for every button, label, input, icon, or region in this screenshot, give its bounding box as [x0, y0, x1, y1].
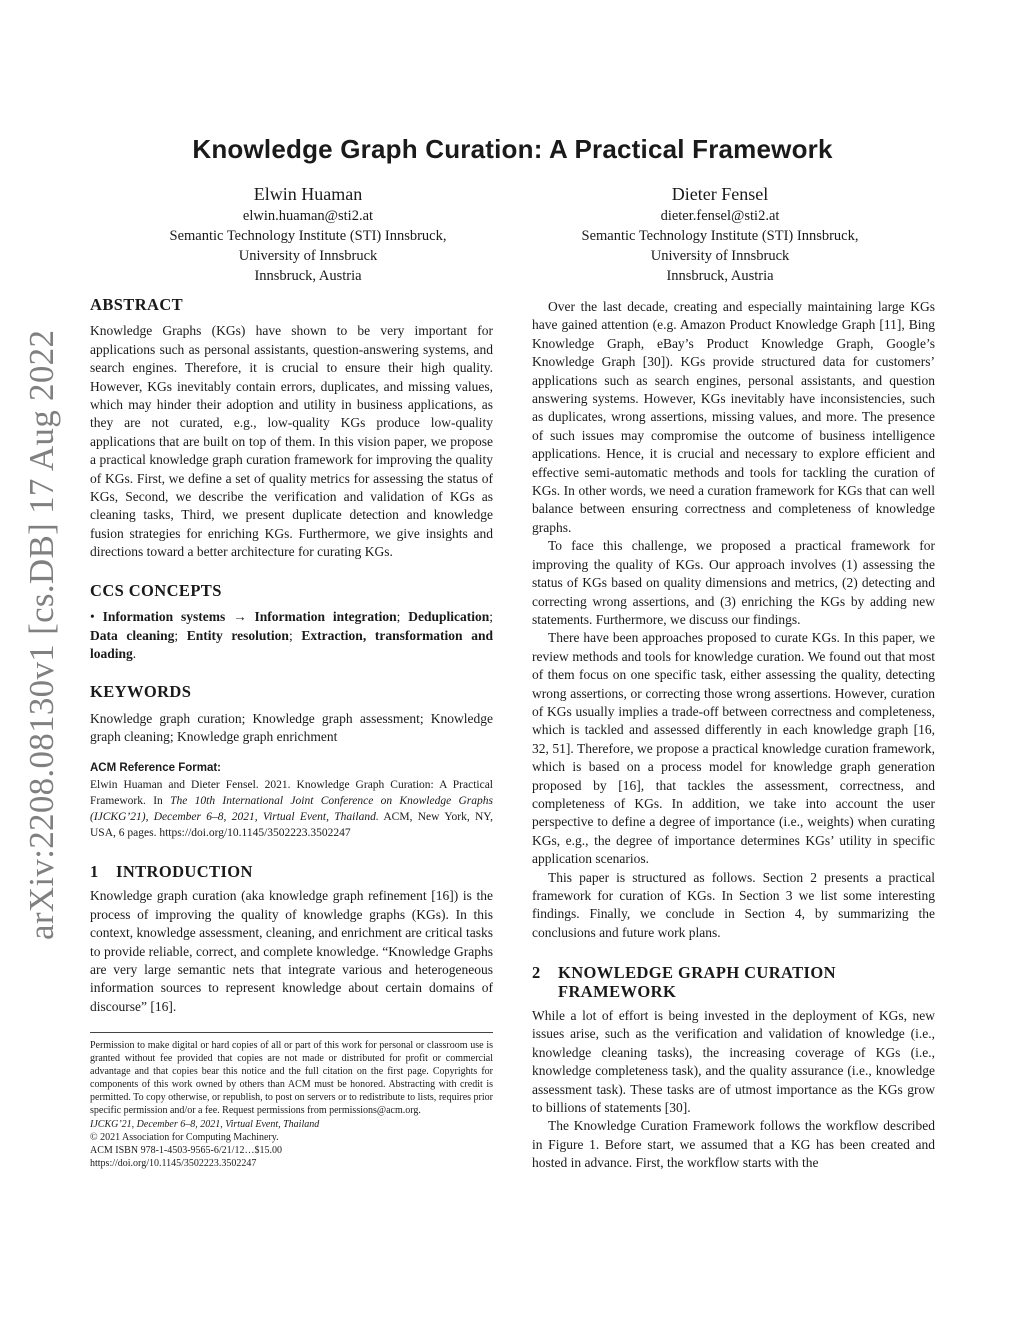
ccs-concepts: • Information systems → Information integration; Deduplication; Data cleaning; Entity resolution; Extraction, transformation and loading. [90, 609, 493, 661]
keywords-heading: KEYWORDS [90, 682, 192, 702]
ccs-heading: CCS CONCEPTS [90, 580, 222, 600]
section2-paragraph-2: The Knowledge Curation Framework follows the workflow described in Figure 1. Before start, we assumed that a KG has been created and hosted in advance. First, the workflow starts with the [532, 1118, 935, 1171]
section-number: 1 [90, 861, 99, 881]
abstract-heading: ABSTRACT [90, 295, 184, 314]
acm-ref-heading: ACM Reference Format: [90, 761, 221, 774]
permission-notice: Permission to make digital or hard copies of all or part of this work for personal or classroom use is granted without fee provided that copies are not made or distributed for profit or commercial advantage and that copies bear this notice and the full citation on the first page. Copyrights for components of this work owned by others than ACM must be honored. Abstracting with credit is permitted. To copy otherwise, or republish, to post on servers or to redistribute to lists, requires prior specific permission and/or a fee. Request permissions from permissions@acm.org. [90, 1040, 493, 1117]
acm-ref-text [90, 777, 493, 841]
conference-info: IJCKG’21, December 6–8, 2021, Virtual Event, Thailand [90, 1118, 320, 1130]
ccs-concept: Information systems → Information integration [102, 609, 397, 625]
author-affiliation: Semantic Technology Institute (STI) Innsbruck, [169, 228, 447, 244]
intro-paragraph-3: To face this challenge, we proposed a practical framework for improving the quality of KGs. Our approach involves (1) assessing the status of KGs based on quality dimensions and metrics, (2) detecting and correcting wrong assertions, and (3) enriching the KGs by adding new statements. Furthermore, we discuss our findings. [532, 538, 935, 627]
author-location: Innsbruck, Austria [666, 268, 774, 284]
section-title-line1: KNOWLEDGE GRAPH CURATION [558, 963, 836, 983]
intro-heading [90, 863, 493, 881]
author-name: Elwin Huaman [253, 184, 363, 204]
author-email[interactable]: elwin.huaman@sti2.at [242, 208, 374, 224]
author-name: Dieter Fensel [671, 184, 769, 204]
section2-paragraph-1: While a lot of effort is being invested in the deployment of KGs, new issues arise, such as the verification and validation of knowledge (i.e., knowledge cleaning tasks), the increasing coverage of KGs (i.e., knowledge completeness task), and the quality assurance (i.e., knowledge assessment task). These tasks are of utmost importance as the KGs grow to billions of statements [30]. [532, 1008, 935, 1116]
section-title-line2: FRAMEWORK [558, 981, 677, 1001]
paper-title: Knowledge Graph Curation: A Practical Framework [192, 134, 833, 164]
acm-ref-venue: The 10th International Joint Conference on Knowledge Graphs (IJCKG’21), December 6–8, 2021, Virtual Event, Thailand. [90, 794, 493, 823]
section2-heading [532, 964, 935, 1001]
arxiv-watermark: arXiv:2208.08130v1 [cs.DB] 17 Aug 2022 [22, 329, 61, 940]
left-column [90, 296, 493, 1016]
intro-paragraph-4: There have been approaches proposed to curate KGs. In this paper, we review methods and tools for knowledge curation. We found out that most of them focus on one specific task, either assessing the quality, detecting wrong assertions, or correcting those wrong assertions. However, curation of KGs usually implies a trade-off between correctness and completeness, which is tackled and assessed differently in each knowledge graph [16, 32, 51]. Therefore, we propose a practical knowledge curation framework, which is based on a process model for knowledge graph generation proposed by [16], that tackles the assessment, correctness, and completeness of KGs. In addition, we take into account the user perspective to define a degree of importance (i.e., weights) when curating KGs, e.g., the degree of importance determines KGs’ utility in specific application scenarios. [532, 630, 935, 867]
intro-paragraph-2: Over the last decade, creating and especially maintaining large KGs have gained attention (e.g. Amazon Product Knowledge Graph [11], Bing Knowledge Graph, eBay’s Product Knowledge Graph, Google’s Knowledge Graph [30]). KGs provide structured data for customers’ applications such as search engines, personal assistants, and question answering systems. However, KGs inevitably have inconsistencies, such as duplicates, wrong assertions, missing values, and more. The presence of such issues may compromise the outcome of business intelligence applications. Hence, it is crucial and necessary to explore efficient and effective semi-automatic methods and tools for tackling the curation of KGs. In other words, we need a curation framework for KGs that can well balance between ensuring correctness and completeness of knowledge graphs. [532, 299, 935, 535]
keywords-text: Knowledge graph curation; Knowledge graph assessment; Knowledge graph cleaning; Knowledge graph enrichment [90, 710, 493, 745]
copyright-footnote [90, 1032, 493, 1170]
doi-link[interactable]: https://doi.org/10.1145/3502223.3502247 [90, 1157, 257, 1169]
author-university: University of Innsbruck [650, 248, 790, 264]
ccs-concept: Extraction, transformation and loading [90, 627, 493, 661]
author-email[interactable]: dieter.fensel@sti2.at [660, 208, 780, 224]
author-block-1 [93, 182, 523, 286]
author-affiliation: Semantic Technology Institute (STI) Innsbruck, [581, 228, 859, 244]
ccs-concept: Data cleaning [90, 627, 175, 643]
abstract-text: Knowledge Graphs (KGs) have shown to be very important for applications such as personal assistants, question-answering systems, and search engines. Therefore, it is crucial to ensure their high quality. However, KGs inevitably contain errors, duplicates, and missing values, which may hinder their adoption and utility in business applications, as they are not curated, e.g., low-quality KGs produce low-quality applications that are built on top of them. In this vision paper, we propose a practical knowledge graph curation framework for improving the quality of KGs. First, we define a set of quality metrics for assessing the status of KGs, Second, we describe the verification and validation of KGs as cleaning tasks, Third, we present duplicate detection and knowledge fusion strategies for enriching KGs. Furthermore, we give insights and directions toward a better architecture for curating KGs. [90, 323, 493, 560]
intro-paragraph-5: This paper is structured as follows. Section 2 presents a practical framework for curation of KGs. In Section 3 we list some interesting findings. Finally, we conclude in Section 4, by summarizing the conclusions and future work plans. [532, 869, 935, 940]
acm-ref-authors: Elwin Huaman and Dieter Fensel. 2021. Knowledge Graph Curation: A Practical Framework. In [90, 778, 493, 807]
author-block-2 [505, 182, 935, 286]
author-location: Innsbruck, Austria [254, 268, 362, 284]
right-column [532, 298, 935, 1173]
section-title: INTRODUCTION [116, 861, 253, 881]
ccs-concept: Entity resolution [186, 627, 289, 643]
author-university: University of Innsbruck [238, 248, 378, 264]
intro-paragraph-1: Knowledge graph curation (aka knowledge graph refinement [16]) is the process of improving the quality of knowledge graphs (KGs). In this context, knowledge assessment, cleaning, and enrichment are critical tasks to provide reliable, correct, and complete knowledge. “Knowledge Graphs are very large semantic nets that integrate various and heterogeneous information sources to represent knowledge about certain domains of discourse” [16]. [90, 888, 493, 1014]
acm-ref-publisher: ACM, New York, NY, USA, 6 pages. https://doi.org/10.1145/3502223.3502247 [90, 810, 493, 839]
copyright-line: © 2021 Association for Computing Machinery. [90, 1131, 279, 1143]
section-number: 2 [532, 963, 541, 983]
ccs-bullet: • [90, 609, 95, 625]
section-title [558, 964, 836, 1001]
isbn-line: ACM ISBN 978-1-4503-9565-6/21/12…$15.00 [90, 1144, 282, 1156]
ccs-concept: Deduplication [408, 609, 490, 625]
